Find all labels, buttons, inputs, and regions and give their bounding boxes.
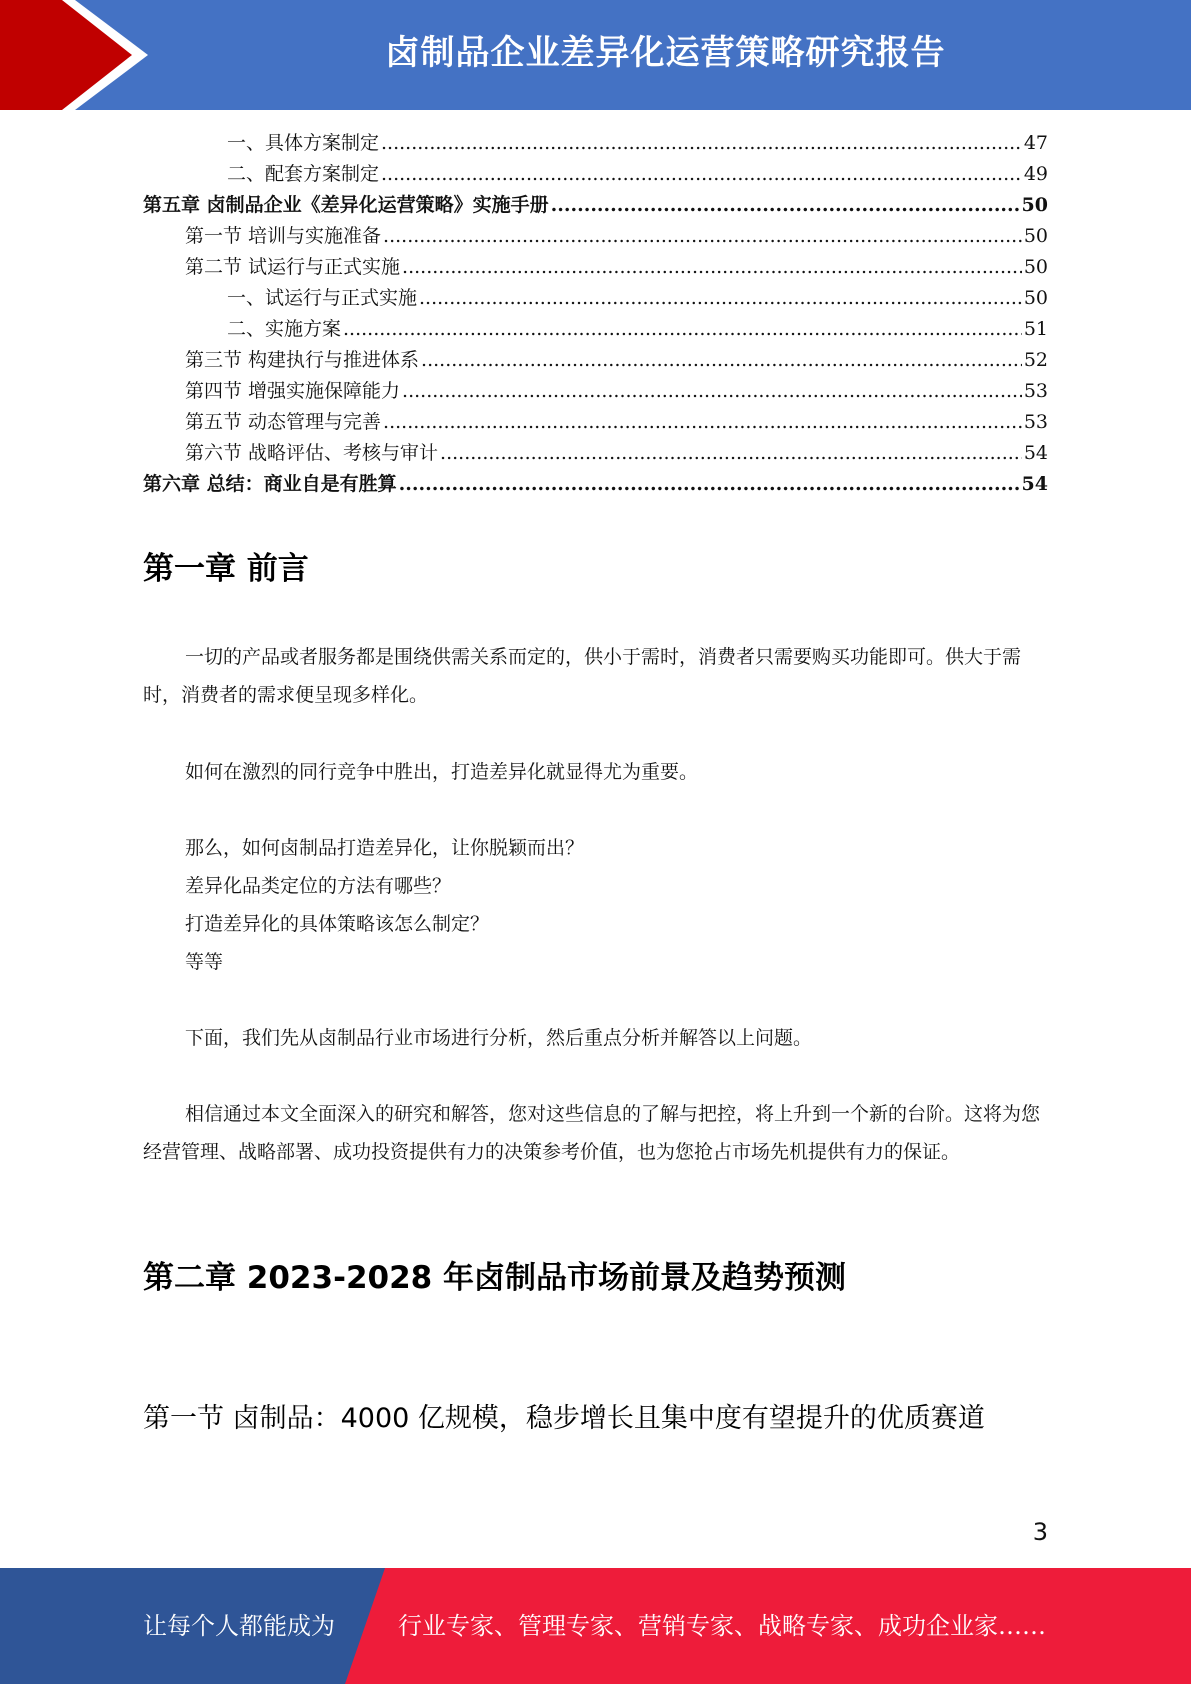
toc-entry-label: 第一节 培训与实施准备 [185, 225, 382, 247]
toc-entry-label: 第六节 战略评估、考核与审计 [185, 442, 439, 464]
toc-entry-page: 54 [1021, 473, 1048, 495]
chapter-1-paragraph-3: 下面，我们先从卤制品行业市场进行分析，然后重点分析并解答以上问题。 [185, 1027, 813, 1049]
toc-leader-dots [383, 407, 1022, 438]
header-arrow-decoration [0, 0, 260, 110]
chapter-1-paragraph-2: 如何在激烈的同行竞争中胜出，打造差异化就显得尤为重要。 [185, 761, 699, 783]
toc-entry-chapter[interactable] [143, 469, 1048, 500]
question-line-1: 那么，如何卤制品打造差异化，让你脱颖而出？ [185, 837, 585, 859]
chapter-1-paragraph-4: 相信通过本文全面深入的研究和解答，您对这些信息的了解与把控，将上升到一个新的台阶。这将为您经营管理、战略部署、成功投资提供有力的决策参考价值，也为您抢占市场先机提供有力的保证。 [143, 1103, 1041, 1163]
toc-entry-page: 50 [1023, 256, 1048, 278]
footer-slogan-left: 让每个人都能成为 [143, 1612, 335, 1640]
toc-entry[interactable] [143, 283, 1048, 314]
toc-leader-dots [381, 128, 1022, 159]
toc-entry-chapter[interactable] [143, 190, 1048, 221]
toc-entry-label: 二、实施方案 [227, 318, 342, 340]
toc-entry-page: 50 [1023, 225, 1048, 247]
toc-entry-page: 51 [1023, 318, 1048, 340]
toc-entry-page: 52 [1023, 349, 1048, 371]
toc-entry-label: 一、试运行与正式实施 [227, 287, 418, 309]
toc-leader-dots [551, 190, 1020, 221]
toc-entry-page: 49 [1023, 163, 1048, 185]
toc-entry[interactable] [143, 407, 1048, 438]
toc-entry-page: 53 [1023, 380, 1048, 402]
toc-leader-dots [383, 221, 1022, 252]
toc-entry-label: 第六章 总结：商业自是有胜算 [143, 473, 397, 495]
toc-entry-label: 第三节 构建执行与推进体系 [185, 349, 420, 371]
toc-entry[interactable] [143, 345, 1048, 376]
toc-leader-dots [419, 283, 1022, 314]
toc-entry-label: 第五节 动态管理与完善 [185, 411, 382, 433]
document-title: 卤制品企业差异化运营策略研究报告 [385, 33, 946, 73]
chapter-2-heading: 第二章 2023-2028 年卤制品市场前景及趋势预测 [143, 1260, 847, 1296]
toc-leader-dots [402, 252, 1022, 283]
page-header [0, 0, 1191, 110]
toc-leader-dots [381, 159, 1022, 190]
toc-entry-page: 50 [1023, 287, 1048, 309]
toc-entry-page: 50 [1021, 194, 1048, 216]
toc-entry[interactable] [143, 438, 1048, 469]
page-footer [0, 1568, 1191, 1684]
toc-leader-dots [399, 469, 1020, 500]
toc-entry[interactable] [143, 252, 1048, 283]
question-line-4: 等等 [185, 951, 224, 973]
toc-entry[interactable] [143, 128, 1048, 159]
footer-slogan-right: 行业专家、管理专家、营销专家、战略专家、成功企业家…… [398, 1612, 1046, 1640]
toc-entry[interactable] [143, 314, 1048, 345]
toc-entry-page: 54 [1023, 442, 1048, 464]
section-1-heading: 第一节 卤制品：4000 亿规模，稳步增长且集中度有望提升的优质赛道 [143, 1403, 985, 1434]
toc-entry-page: 47 [1023, 132, 1048, 154]
toc-entry[interactable] [143, 221, 1048, 252]
toc-entry[interactable] [143, 159, 1048, 190]
toc-entry-label: 二、配套方案制定 [227, 163, 380, 185]
toc-entry-page: 53 [1023, 411, 1048, 433]
question-line-2: 差异化品类定位的方法有哪些？ [185, 875, 452, 897]
table-of-contents [143, 128, 1048, 500]
toc-leader-dots [440, 438, 1022, 469]
toc-entry-label: 一、具体方案制定 [227, 132, 380, 154]
page-number: 3 [1032, 1518, 1048, 1546]
chapter-1-heading: 第一章 前言 [143, 551, 309, 587]
question-line-3: 打造差异化的具体策略该怎么制定？ [185, 913, 490, 935]
toc-leader-dots [402, 376, 1022, 407]
toc-entry-label: 第四节 增强实施保障能力 [185, 380, 401, 402]
toc-leader-dots [343, 314, 1022, 345]
toc-entry-label: 第五章 卤制品企业《差异化运营策略》实施手册 [143, 194, 549, 216]
toc-entry-label: 第二节 试运行与正式实施 [185, 256, 401, 278]
chapter-1-paragraph-1: 一切的产品或者服务都是围绕供需关系而定的，供小于需时，消费者只需要购买功能即可。供大于需时，消费者的需求便呈现多样化。 [143, 646, 1022, 706]
toc-leader-dots [421, 345, 1022, 376]
toc-entry[interactable] [143, 376, 1048, 407]
